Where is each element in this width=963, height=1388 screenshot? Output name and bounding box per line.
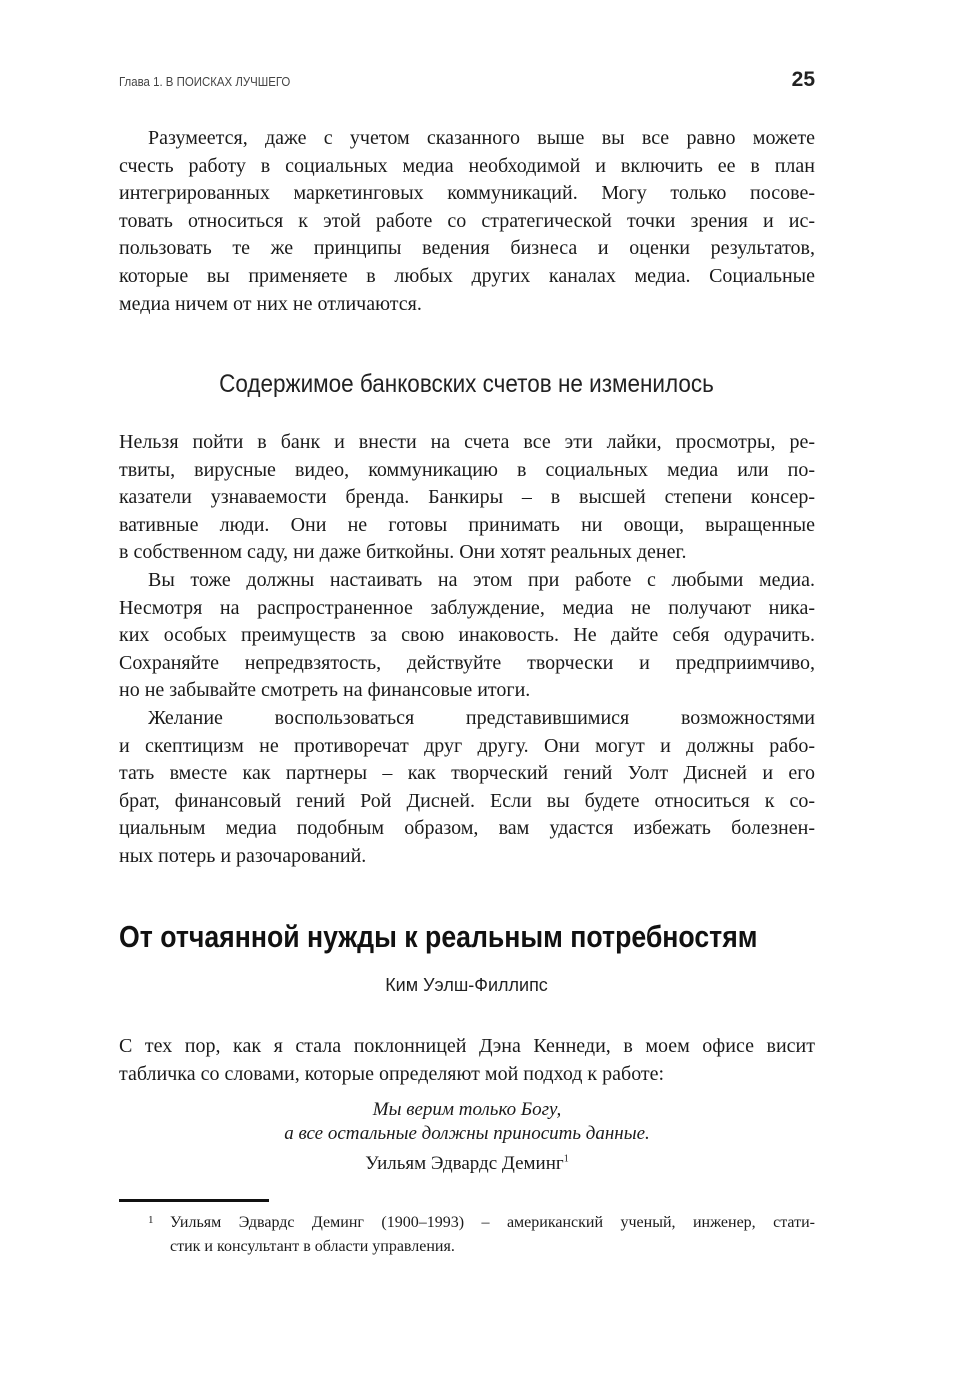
footnote — [148, 1211, 815, 1259]
footnote-marker: 1 — [563, 1153, 569, 1165]
section-body — [119, 429, 815, 871]
text-line: Нельзя пойти в банк и внести на счета все эти лайки, просмотры, ре- — [119, 431, 815, 453]
text-line: казатели узнаваемости бренда. Банкиры – в высшей степени консер- — [119, 486, 815, 509]
quote-attribution — [119, 1153, 815, 1175]
text-line: медиа ничем от них не отличаются. — [119, 292, 422, 315]
page-number: 25 — [791, 68, 815, 91]
text-line: ных потерь и разочарований. — [119, 844, 367, 867]
paragraph-intro — [119, 125, 815, 318]
footnote-line: стик и консультант в области управления. — [170, 1238, 455, 1255]
text-line: счесть работу в социальных медиа необходимой и включить ее в план — [119, 154, 815, 177]
quote-line: а все остальные должны приносить данные. — [284, 1123, 650, 1144]
text-line: С тех пор, как я стала поклонницей Дэна Кеннеди, в моем офисе висит — [119, 1035, 815, 1057]
text-line: пользовать те же принципы ведения бизнеса и оценки результатов, — [119, 237, 815, 260]
text-line: вативные люди. Они не готовы принимать ни овощи, выращенные — [119, 513, 815, 536]
paragraph-quote-intro — [119, 1033, 815, 1088]
text-line: ких особых преимуществ за свою инаковость. Не дайте себя одурачить. — [119, 624, 815, 647]
section-heading: От отчаянной нужды к реальным потребностям — [119, 919, 758, 954]
epigraph-quote — [119, 1098, 815, 1146]
text-line: но не забывайте смотреть на финансовые итоги. — [119, 679, 531, 702]
footnote-number: 1 — [148, 1214, 154, 1226]
text-line: и скептицизм не противоречат друг другу. Они могут и должны рабо- — [119, 734, 815, 757]
text-line: интегрированных маркетинговых коммуникаций. Могу только посове- — [119, 182, 815, 205]
author-name: Ким Уэлш-Филлипс — [385, 975, 548, 995]
quote-line: Мы верим только Богу, — [372, 1099, 562, 1120]
text-line: брат, финансовый гений Рой Дисней. Если вы будете относиться к со- — [119, 789, 815, 812]
text-line: циальным медиа подобным образом, вам удастся избежать болезнен- — [119, 817, 815, 840]
text-line: Желание воспользоваться представившимися возможностями — [148, 706, 815, 729]
text-line: твиты, вирусные видео, коммуникацию в социальных медиа или по- — [119, 458, 815, 481]
text-line: Сохраняйте непредвзятость, действуйте творчески и предприимчиво, — [119, 651, 815, 674]
text-line: табличка со словами, которые определяют мой подход к работе: — [119, 1062, 665, 1085]
text-line: которые вы применяете в любых других каналах медиа. Социальные — [119, 264, 815, 287]
text-line: товать относиться к этой работе со стратегической точки зрения и ис- — [119, 209, 815, 232]
text-line: в собственном саду, ни даже биткойны. Они хотят реальных денег. — [119, 541, 687, 564]
text-line: Несмотря на распространенное заблуждение, медиа не получают ника- — [119, 596, 815, 619]
footnote-rule — [119, 1199, 269, 1202]
text-line: тать вместе как партнеры – как творческий гений Уолт Дисней и его — [119, 762, 815, 785]
text-line: Вы тоже должны настаивать на этом при работе с любыми медиа. — [148, 568, 815, 591]
text-line: Разумеется, даже с учетом сказанного выше вы все равно можете — [148, 127, 815, 149]
footnote-line: Уильям Эдвардс Деминг (1900–1993) – американский ученый, инженер, стати- — [170, 1214, 815, 1231]
running-header: Глава 1. В ПОИСКАХ ЛУЧШЕГО — [119, 74, 291, 89]
attribution-name: Уильям Эдвардс Деминг — [365, 1153, 564, 1174]
subheading: Содержимое банковских счетов не изменилось — [219, 370, 714, 398]
